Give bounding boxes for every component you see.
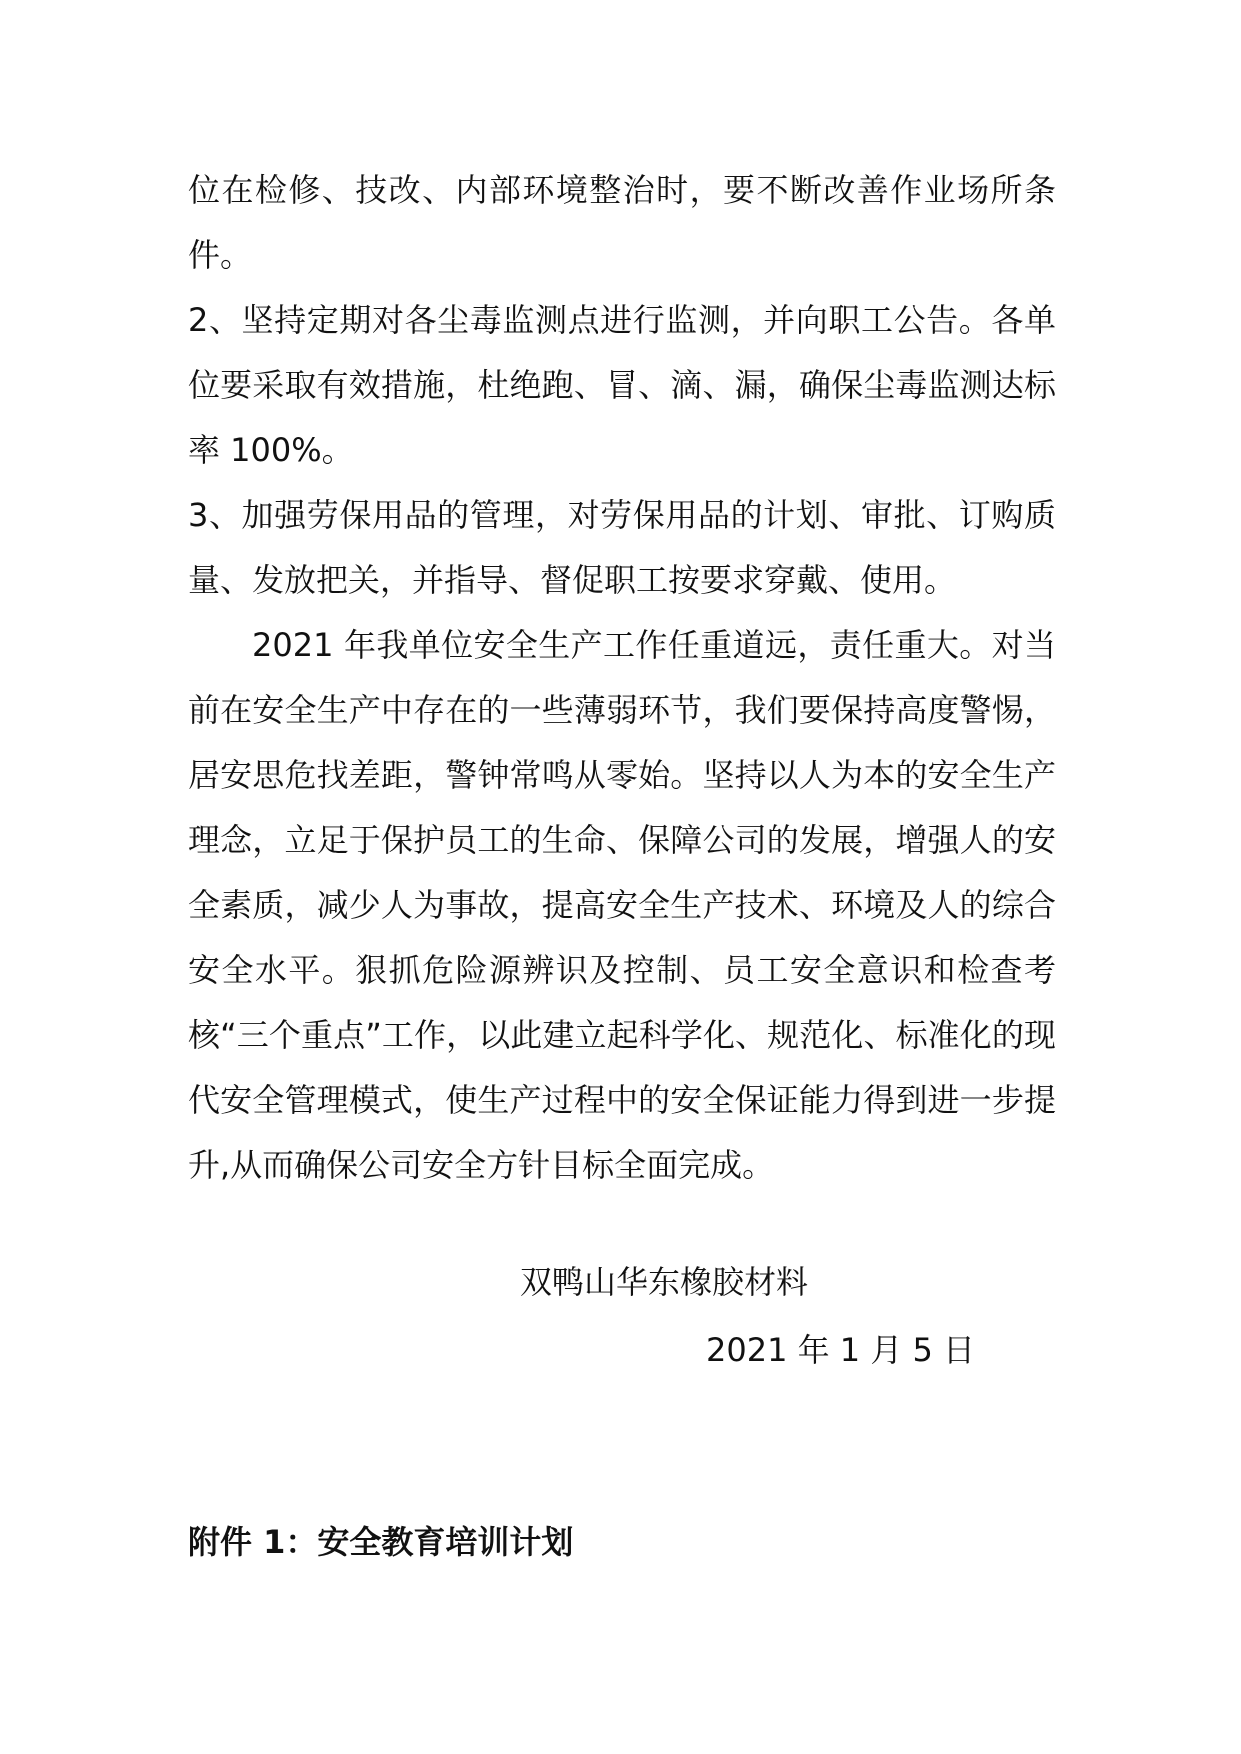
signature-organization: 双鸭山华东橡胶材料 <box>520 1263 809 1301</box>
paragraph-workplace-conditions: 位在检修、技改、内部环境整治时，要不断改善作业场所条件。 <box>188 171 1056 274</box>
paragraph-conclusion: 2021 年我单位安全生产工作任重道远，责任重大。对当前在安全生产中存在的一些薄弱环节，我们要保持高度警惕，居安思危找差距，警钟常鸣从零始。坚持以人为本的安全生产理念，立足于保护员工的生命、保障公司的发展，增强人的安全素质，减少人为事故，提高安全生产技术、环境及人的综合安全水平。狠抓危险源辨识及控制、员工安全意识和检查考核“三个重点”工作，以此建立起科学化、规范化、标准化的现代安全管理模式，使生产过程中的安全保证能力得到进一步提升,从而确保公司安全方针目标全面完成。 <box>188 626 1056 1184</box>
signature-date: 2021 年 1 月 5 日 <box>706 1331 976 1369</box>
paragraph-protective-equipment: 3、加强劳保用品的管理，对劳保用品的计划、审批、订购质量、发放把关，并指导、督促职工按要求穿戴、使用。 <box>188 496 1056 599</box>
document-body <box>188 158 1056 1198</box>
attachment-heading: 附件 1：安全教育培训计划 <box>188 1523 574 1561</box>
paragraph-dust-monitoring: 2、坚持定期对各尘毒监测点进行监测，并向职工公告。各单位要采取有效措施，杜绝跑、冒、滴、漏，确保尘毒监测达标率 100%。 <box>188 301 1056 469</box>
